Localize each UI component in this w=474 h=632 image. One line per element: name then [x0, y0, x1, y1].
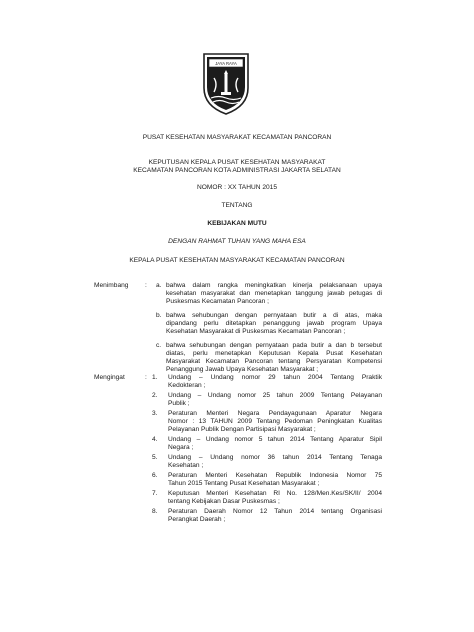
item-line: Peraturan Menteri Kesehatan Republik Indonesia Nomor 75 [168, 472, 382, 479]
mengingat-item [152, 454, 382, 470]
item-line: tentang Kebijakan Dasar Puskesmas ; [168, 498, 280, 505]
item-number: 8. [152, 508, 158, 515]
institution-name: PUSAT KESEHATAN MASYARAKAT KECAMATAN PANCORAN [142, 134, 332, 141]
blessing-line: DENGAN RAHMAT TUHAN YANG MAHA ESA [168, 238, 306, 245]
item-line: diatas, perlu menetapkan Keputusan Kepala Pusat Kesehatan [166, 350, 382, 357]
item-line: Undang – Undang nomor 36 tahun 2014 Tentang Tenaga [168, 454, 382, 461]
decree-title-line1: KEPUTUSAN KEPALA PUSAT KESEHATAN MASYARAKAT [148, 159, 326, 166]
emblem-banner-text: JAYA RAYA [215, 61, 237, 66]
item-line: Undang – Undang nomor 29 tahun 2004 Tentang Praktik [168, 374, 382, 381]
mengingat-item [152, 508, 382, 524]
item-line: Keputusan Menteri Kesehatan RI No. 128/Men.Kes/SK/II/ 2004 [168, 490, 382, 497]
item-line: Negara ; [168, 444, 194, 451]
item-number: 1. [152, 374, 158, 381]
item-number: 7. [152, 490, 158, 497]
mengingat-item [152, 392, 382, 408]
menimbang-label: Menimbang [94, 282, 129, 289]
menimbang-colon: : [145, 282, 147, 289]
item-line: bahwa sehubungan dengan pernyataan pada butir a dan b tersebut [166, 342, 382, 349]
decree-subject: KEBIJAKAN MUTU [207, 220, 267, 227]
decree-number: NOMOR : XX TAHUN 2015 [196, 184, 277, 191]
mengingat-colon: : [145, 374, 147, 381]
item-line: Masyarakat Kecamatan Pancoran tentang Persyaratan Kompetensi [166, 358, 382, 365]
item-line: Peraturan Menteri Negara Pendayagunaan Aparatur Negara [168, 410, 382, 417]
item-line: Nomor : 13 TAHUN 2009 Tentang Pedoman Peningkatan Kualitas [168, 418, 382, 425]
mengingat-item [152, 490, 382, 506]
item-number: 2. [152, 392, 158, 399]
item-line: kesehatan masyarakat dan menetapkan tanggung jawab petugas di [166, 290, 382, 297]
item-letter: a. [156, 282, 162, 289]
item-number: 4. [152, 436, 158, 443]
menimbang-item [156, 342, 382, 374]
item-number: 5. [152, 454, 158, 461]
menimbang-item [156, 282, 382, 306]
mengingat-item [152, 410, 382, 434]
item-line: Kesehatan ; [168, 462, 204, 469]
item-line: Pelayanan Publik Dengan Partisipasi Masyarakat ; [168, 426, 316, 433]
mengingat-item [152, 436, 382, 452]
item-line: bahwa sehubungan dengan pernyataan butir a di atas, maka [166, 312, 382, 319]
item-letter: b. [156, 312, 162, 319]
item-line: Kesehatan Masyarakat di Puskesmas Kecamatan Pancoran ; [166, 328, 346, 335]
mengingat-list [152, 374, 382, 524]
item-line: Undang – Undang nomor 25 tahun 2009 Tentang Pelayanan [168, 392, 382, 399]
item-letter: c. [156, 342, 162, 349]
menimbang-list [156, 282, 382, 374]
item-line: Publik ; [168, 400, 190, 407]
item-line: Puskesmas Kecamatan Pancoran ; [166, 298, 269, 305]
dki-jakarta-emblem-icon [200, 50, 252, 116]
about-label: TENTANG [221, 202, 253, 209]
item-line: dipandang perlu ditetapkan penanggung jawab program Upaya [166, 320, 382, 327]
item-line: Kedokteran ; [168, 382, 206, 389]
item-number: 6. [152, 472, 158, 479]
item-line: Peraturan Daerah Nomor 12 Tahun 2014 tentang Organisasi [168, 508, 382, 515]
official-title: KEPALA PUSAT KESEHATAN MASYARAKAT KECAMATAN PANCORAN [129, 257, 345, 264]
item-number: 3. [152, 410, 158, 417]
item-line: Undang – Undang nomor 5 tahun 2014 Tentang Aparatur Sipil [168, 436, 382, 443]
mengingat-item [152, 374, 382, 390]
item-line: bahwa dalam rangka meningkatkan kinerja pelaksanaan upaya [166, 282, 382, 289]
mengingat-item [152, 472, 382, 488]
decree-title-line2: KECAMATAN PANCORAN KOTA ADMINISTRASI JAKARTA SELATAN [133, 167, 341, 174]
item-line: Penanggung Jawab Upaya Kesehatan Masyarakat ; [166, 366, 319, 373]
item-line: Tahun 2015 Tentang Pusat Kesehatan Masyarakat ; [168, 480, 320, 487]
item-line: Perangkat Daerah ; [168, 516, 226, 523]
mengingat-label: Mengingat [94, 374, 125, 381]
menimbang-item [156, 312, 382, 336]
